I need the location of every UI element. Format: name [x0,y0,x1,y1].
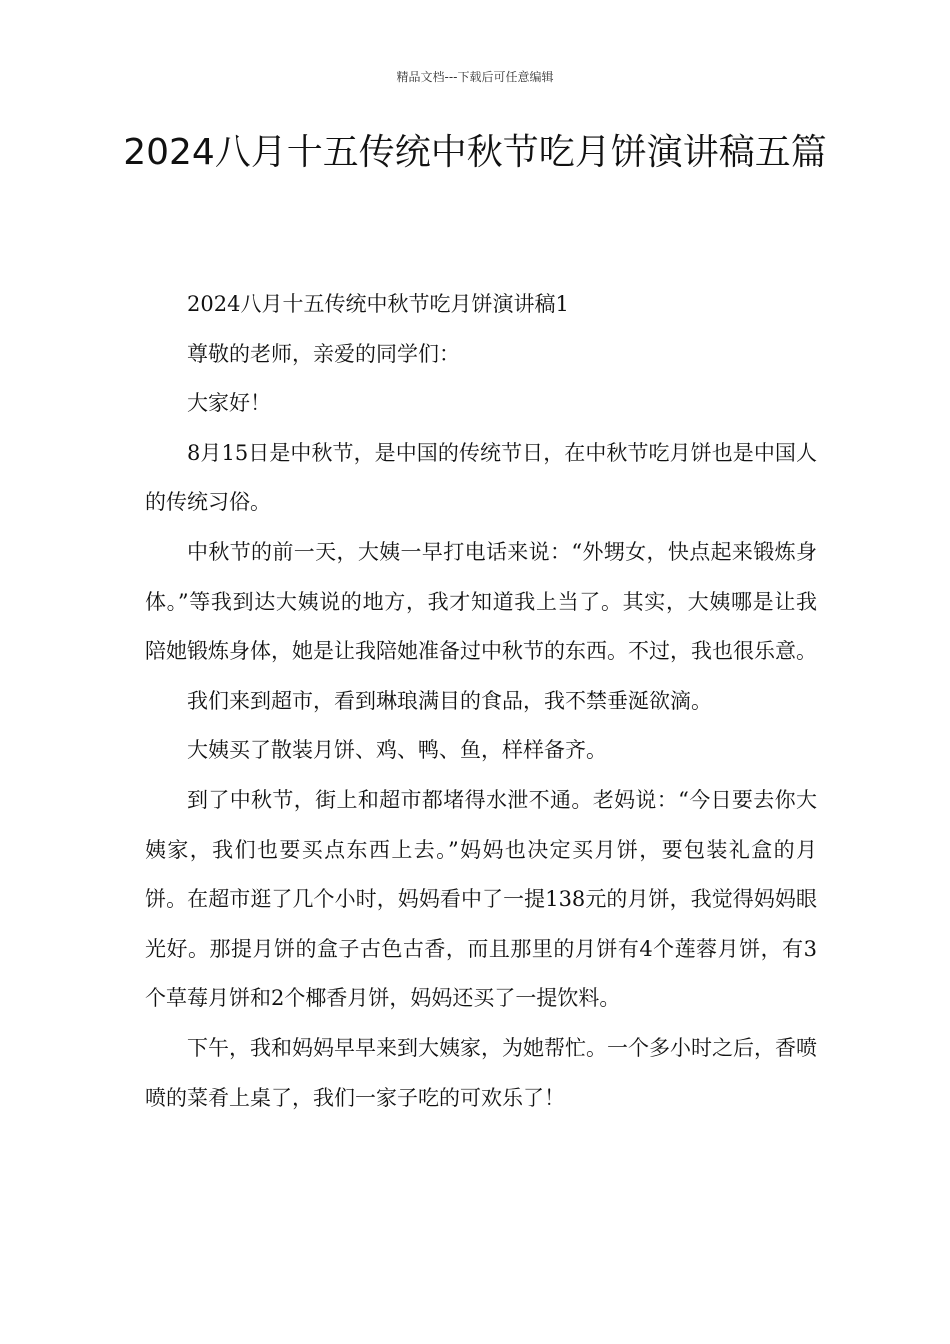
paragraph: 到了中秋节，街上和超市都堵得水泄不通。老妈说：“今日要去你大姨家，我们也要买点东西上去。”妈妈也决定买月饼，要包装礼盒的月饼。在超市逛了几个小时，妈妈看中了一提138元的月饼，我觉得妈妈眼光好。那提月饼的盒子古色古香，而且那里的月饼有4个莲蓉月饼，有3个草莓月饼和2个椰香月饼，妈妈还买了一提饮料。 [145,787,817,1011]
header-note: 精品文档---下载后可任意编辑 [396,70,554,84]
paragraph: 大姨买了散装月饼、鸡、鸭、鱼，样样备齐。 [187,738,607,763]
document-title: 2024八月十五传统中秋节吃月饼演讲稿五篇 [123,132,827,173]
paragraph: 8月15日是中秋节，是中国的传统节日，在中秋节吃月饼也是中国人的传统习俗。 [145,440,817,515]
greeting: 大家好！ [187,391,271,416]
salutation: 尊敬的老师，亲爱的同学们： [187,341,460,366]
paragraph: 下午，我和妈妈早早来到大姨家，为她帮忙。一个多小时之后，香喷喷的菜肴上桌了，我们一家子吃的可欢乐了！ [145,1035,817,1110]
paragraph: 中秋节的前一天，大姨一早打电话来说：“外甥女，快点起来锻炼身体。”等我到达大姨说的地方，我才知道我上当了。其实，大姨哪是让我陪她锻炼身体，她是让我陪她准备过中秋节的东西。不过，我也很乐意。 [145,539,817,664]
document-body [145,280,817,1123]
section-heading: 2024八月十五传统中秋节吃月饼演讲稿1 [187,292,569,316]
paragraph: 我们来到超市，看到琳琅满目的食品，我不禁垂涎欲滴。 [187,688,712,713]
